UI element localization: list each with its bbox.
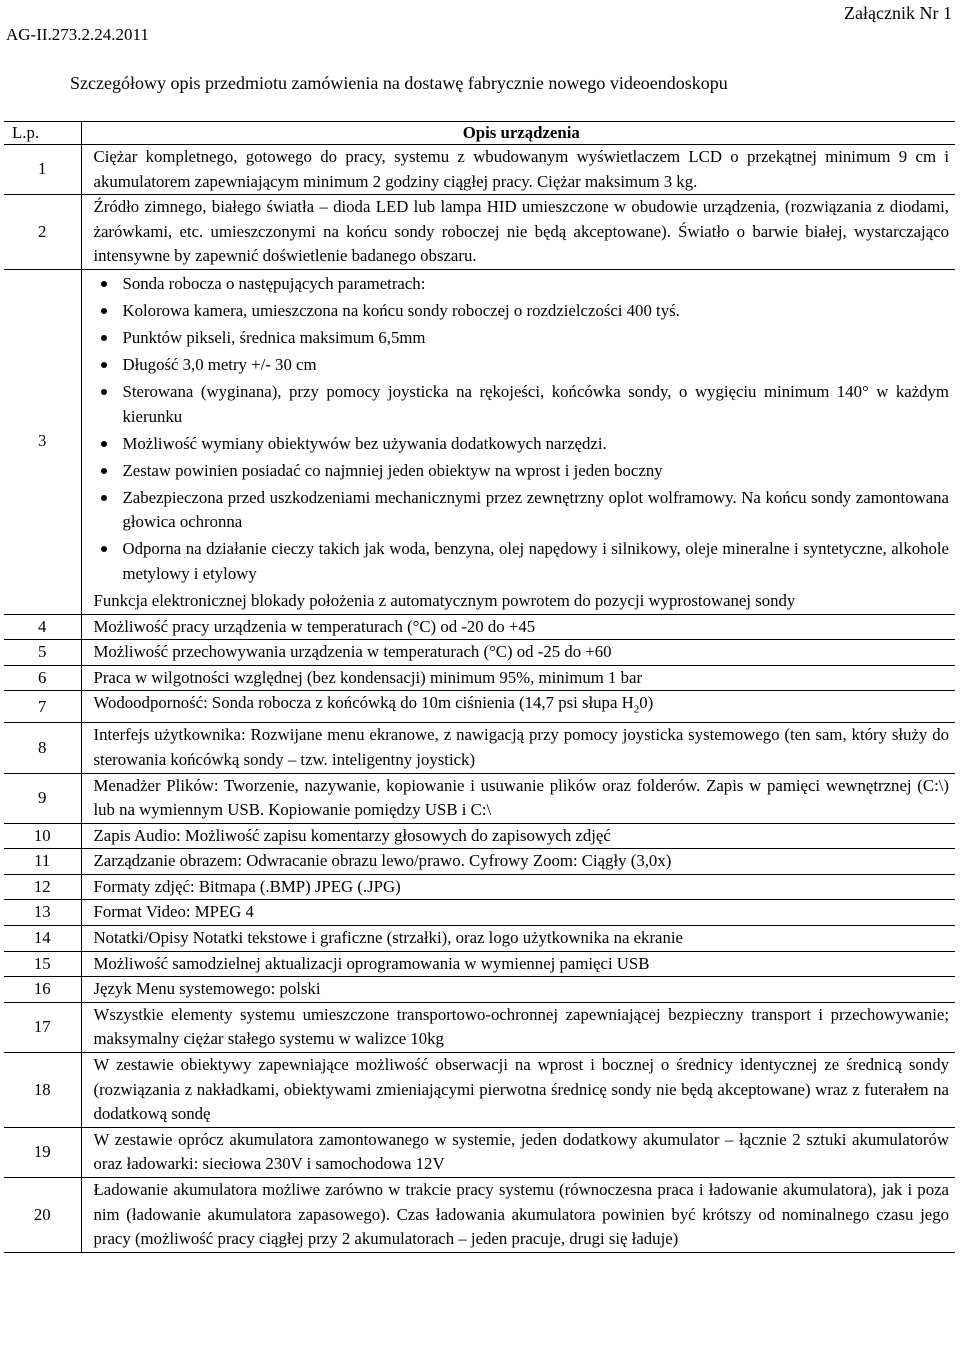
- row-text-part: Wodoodporność: Sonda robocza z końcówką do 10m ciśnienia (14,7 psi słupa H: [93, 693, 634, 713]
- list-item: Sonda robocza o następujących parametrach:: [94, 272, 950, 297]
- table-row: [4, 614, 955, 640]
- row-description: Formaty zdjęć: Bitmapa (.BMP) JPEG (.JPG): [81, 874, 955, 900]
- table-row: [4, 723, 955, 773]
- row-description: Możliwość pracy urządzenia w temperaturach (°C) od -20 do +45: [81, 614, 955, 640]
- probe-parameters-list: [94, 272, 950, 586]
- row-number: 14: [4, 926, 81, 952]
- table-row: [4, 823, 955, 849]
- table-row: [4, 773, 955, 823]
- row-description: W zestawie oprócz akumulatora zamontowanego w systemie, jeden dodatkowy akumulator – łącznie 2 sztuki akumulatorów oraz ładowarki: sieciowa 230V i samochodowa 12V: [81, 1127, 955, 1177]
- table-row: [4, 874, 955, 900]
- row-description: Interfejs użytkownika: Rozwijane menu ekranowe, z nawigacją przy pomocy joysticka systemowego (ten sam, który służy do sterowania końcówką sondy – tzw. inteligentny joystick): [81, 723, 955, 773]
- list-item: Odporna na działanie cieczy takich jak woda, benzyna, olej napędowy i silnikowy, oleje mineralne i syntetyczne, alkohole metylowy i etylowy: [94, 537, 950, 586]
- table-row: [4, 1053, 955, 1128]
- row-number: 3: [4, 269, 81, 614]
- document-reference: AG-II.273.2.24.2011: [6, 25, 149, 44]
- table-row: [4, 269, 955, 614]
- list-item: Sterowana (wyginana), przy pomocy joysticka na rękojeści, końcówka sondy, o wygięciu minimum 140° w każdym kierunku: [94, 380, 950, 429]
- row-number: 7: [4, 691, 81, 723]
- row-number: 8: [4, 723, 81, 773]
- table-row: [4, 665, 955, 691]
- row-number: 18: [4, 1053, 81, 1128]
- row-description-footer: Funkcja elektronicznej blokady położenia z automatycznym powrotem do pozycji wyprostowanej sondy: [93, 591, 796, 610]
- row-description: Ciężar kompletnego, gotowego do pracy, systemu z wbudowanym wyświetlaczem LCD o przekątnej minimum 9 cm i akumulatorem zapewniającym minimum 2 godziny ciągłej pracy. Ciężar maksimum 3 kg.: [81, 145, 955, 195]
- row-text-part: 0): [639, 693, 654, 713]
- annex-label: Załącznik Nr 1: [844, 3, 952, 23]
- row-description: Język Menu systemowego: polski: [81, 977, 955, 1003]
- table-header-row: [4, 122, 955, 145]
- table-row: [4, 1002, 955, 1052]
- row-number: 17: [4, 1002, 81, 1052]
- list-item: Zestaw powinien posiadać co najmniej jeden obiektyw na wprost i jeden boczny: [94, 459, 950, 484]
- row-description: Źródło zimnego, białego światła – dioda LED lub lampa HID umieszczone w obudowie urządzenia, (rozwiązania z diodami, żarówkami, etc. umieszczonymi na końcu sondy roboczej nie będą akceptowane). Światło o barwie białej, wystarczająco intensywne by zapewnić doświetlenie badanego obszaru.: [81, 195, 955, 270]
- row-number: 13: [4, 900, 81, 926]
- row-description: [81, 691, 955, 723]
- row-description: Zapis Audio: Możliwość zapisu komentarzy głosowych do zapisowych zdjęć: [81, 823, 955, 849]
- table-row: [4, 691, 955, 723]
- list-item: Długość 3,0 metry +/- 30 cm: [94, 353, 950, 378]
- row-number: 5: [4, 640, 81, 666]
- row-description: Praca w wilgotności względnej (bez kondensacji) minimum 95%, minimum 1 bar: [81, 665, 955, 691]
- table-row: [4, 1178, 955, 1253]
- column-header-lp: L.p.: [4, 122, 81, 145]
- row-number: 11: [4, 849, 81, 875]
- row-number: 19: [4, 1127, 81, 1177]
- row-description: Notatki/Opisy Notatki tekstowe i graficzne (strzałki), oraz logo użytkownika na ekranie: [81, 926, 955, 952]
- table-row: [4, 951, 955, 977]
- table-row: [4, 900, 955, 926]
- row-number: 2: [4, 195, 81, 270]
- row-description: W zestawie obiektywy zapewniające możliwość obserwacji na wprost i bocznej o średnicy identycznej ze średnicą sondy (rozwiązania z nakładkami, obiektywami zmieniającymi pierwotna średnicę sondy nie będą akceptowane) wraz z futerałem na dodatkową sondę: [81, 1053, 955, 1128]
- list-item: Punktów pikseli, średnica maksimum 6,5mm: [94, 326, 950, 351]
- table-row: [4, 977, 955, 1003]
- row-number: 20: [4, 1178, 81, 1253]
- table-row: [4, 195, 955, 270]
- row-number: 1: [4, 145, 81, 195]
- table-row: [4, 849, 955, 875]
- table-row: [4, 145, 955, 195]
- row-number: 15: [4, 951, 81, 977]
- list-item: Zabezpieczona przed uszkodzeniami mechanicznymi przez zewnętrzny oplot wolframowy. Na końcu sondy zamontowana głowica ochronna: [94, 486, 950, 535]
- row-number: 4: [4, 614, 81, 640]
- row-description: Możliwość samodzielnej aktualizacji oprogramowania w wymiennej pamięci USB: [81, 951, 955, 977]
- row-description: Menadżer Plików: Tworzenie, nazywanie, kopiowanie i usuwanie plików oraz folderów. Zapis w pamięci wewnętrznej (C:\) lub na wymiennym USB. Kopiowanie pomiędzy USB i C:\: [81, 773, 955, 823]
- list-item: Możliwość wymiany obiektywów bez używania dodatkowych narzędzi.: [94, 432, 950, 457]
- list-item: Kolorowa kamera, umieszczona na końcu sondy roboczej o rozdzielczości 400 tyś.: [94, 299, 950, 324]
- table-row: [4, 1127, 955, 1177]
- document-title: Szczegółowy opis przedmiotu zamówienia na dostawę fabrycznie nowego videoendoskopu: [70, 73, 728, 93]
- table-row: [4, 926, 955, 952]
- subscript: 2: [633, 703, 640, 716]
- row-description: Format Video: MPEG 4: [81, 900, 955, 926]
- row-number: 16: [4, 977, 81, 1003]
- row-number: 10: [4, 823, 81, 849]
- row-description: Ładowanie akumulatora możliwe zarówno w trakcie pracy systemu (równoczesna praca i ładowanie akumulatora), jak i poza nim (ładowanie akumulatora zapasowego). Czas ładowania akumulatora powinien być krótszy od nominalnego czasu jego pracy (możliwość pracy ciągłej przy 2 akumulatorach – jeden pracuje, drugi się ładuje): [81, 1178, 955, 1253]
- table-row: [4, 640, 955, 666]
- row-description: Zarządzanie obrazem: Odwracanie obrazu lewo/prawo. Cyfrowy Zoom: Ciągły (3,0x): [81, 849, 955, 875]
- row-description: [81, 269, 955, 614]
- column-header-description: Opis urządzenia: [81, 122, 955, 145]
- row-number: 9: [4, 773, 81, 823]
- row-number: 6: [4, 665, 81, 691]
- row-number: 12: [4, 874, 81, 900]
- specification-table: [4, 121, 955, 1253]
- row-description: Wszystkie elementy systemu umieszczone transportowo-ochronnej zapewniającej bezpieczny transport i przechowywanie; maksymalny ciężar stałego systemu w walizce 10kg: [81, 1002, 955, 1052]
- row-description: Możliwość przechowywania urządzenia w temperaturach (°C) od -25 do +60: [81, 640, 955, 666]
